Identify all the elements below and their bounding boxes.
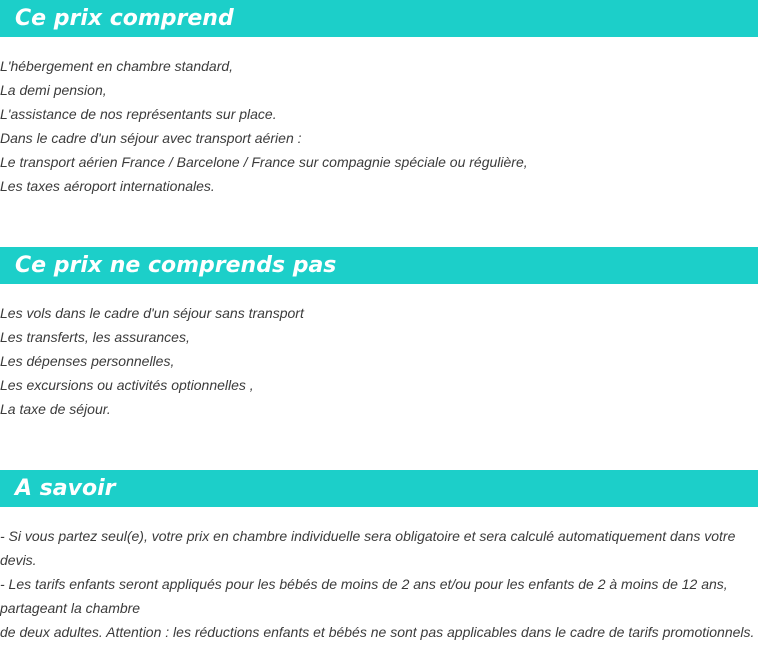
list-item: Les dépenses personnelles, [0, 353, 175, 369]
list-item: Les excursions ou activités optionnelles , [0, 377, 254, 393]
section-price-excludes [0, 247, 758, 421]
section-good-to-know [0, 470, 758, 644]
info-paragraph: - Les tarifs enfants seront appliqués pour les bébés de moins de 2 ans et/ou pour les enfants de 2 à moins de 12 ans, partageant la chambre [0, 576, 728, 616]
section-body [0, 524, 758, 644]
section-title: Ce prix ne comprends pas [0, 247, 758, 284]
list-item: Les vols dans le cadre d'un séjour sans transport [0, 305, 304, 321]
list-item: La taxe de séjour. [0, 401, 111, 417]
list-item: La demi pension, [0, 82, 107, 98]
list-item: L'assistance de nos représentants sur place. [0, 106, 277, 122]
list-item: Le transport aérien France / Barcelone / France sur compagnie spéciale ou régulière, [0, 154, 528, 170]
list-item: Les taxes aéroport internationales. [0, 178, 215, 194]
section-title: A savoir [0, 470, 758, 507]
list-item: Dans le cadre d'un séjour avec transport aérien : [0, 130, 302, 146]
section-price-includes [0, 0, 758, 198]
info-paragraph: de deux adultes. Attention : les réductions enfants et bébés ne sont pas applicables dans le cadre de tarifs promotionnels. [0, 624, 755, 640]
section-body [0, 301, 758, 421]
info-paragraph: - Si vous partez seul(e), votre prix en chambre individuelle sera obligatoire et sera calculé automatiquement dans votre devis. [0, 528, 736, 568]
list-item: L'hébergement en chambre standard, [0, 58, 234, 74]
section-title: Ce prix comprend [0, 0, 758, 37]
list-item: Les transferts, les assurances, [0, 329, 190, 345]
section-body [0, 54, 758, 198]
